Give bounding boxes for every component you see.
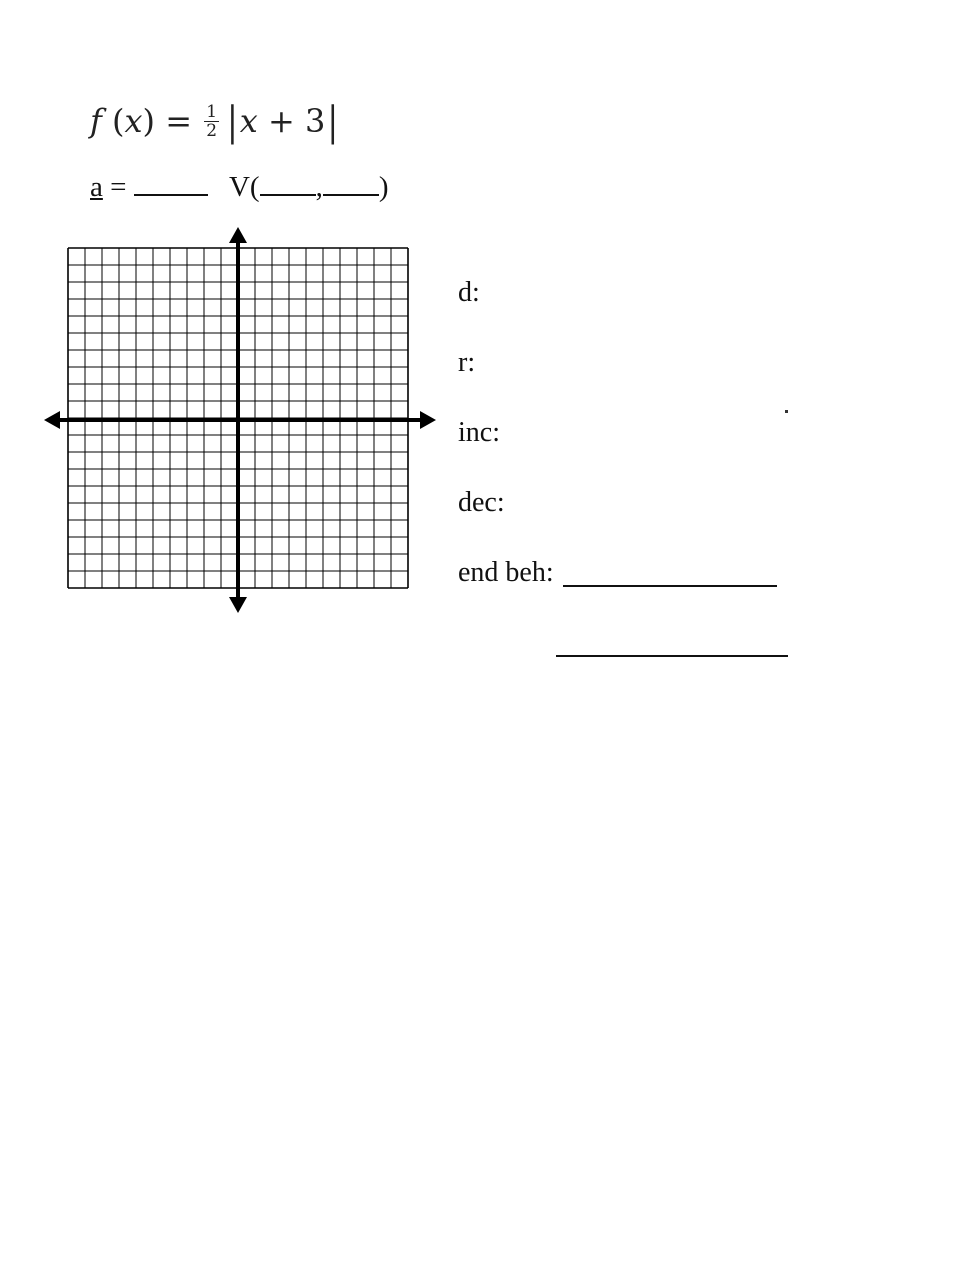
vertex-x-blank[interactable] bbox=[260, 170, 316, 196]
parameters-line bbox=[90, 168, 389, 206]
vertex-y-blank[interactable] bbox=[323, 170, 379, 196]
vertex-close-paren: ) bbox=[378, 171, 389, 203]
end-behavior-label: end beh: bbox=[458, 557, 554, 588]
stray-mark bbox=[785, 410, 788, 413]
function-equation bbox=[90, 96, 340, 146]
a-equals: = bbox=[102, 171, 134, 203]
arg-close-paren: ) bbox=[142, 102, 156, 140]
abs-open-bar: | bbox=[227, 97, 238, 145]
abs-close-bar: | bbox=[327, 97, 339, 145]
inner-variable: x bbox=[239, 102, 258, 140]
fraction-denominator: 2 bbox=[206, 121, 218, 141]
a-answer-blank[interactable] bbox=[134, 170, 208, 196]
equals-sign: = bbox=[165, 102, 193, 140]
y-axis-top-arrow bbox=[229, 227, 247, 243]
coordinate-grid[interactable] bbox=[40, 222, 440, 618]
arg-variable: x bbox=[124, 102, 143, 140]
vertex-label: V( bbox=[228, 171, 260, 203]
vertex-comma: , bbox=[315, 171, 323, 203]
a-label: a bbox=[90, 171, 103, 203]
x-axis-right-arrow bbox=[420, 411, 436, 429]
decreasing-label: dec: bbox=[458, 487, 505, 518]
x-axis-left-arrow bbox=[44, 411, 60, 429]
function-name: f bbox=[90, 102, 102, 140]
range-label: r: bbox=[458, 347, 476, 378]
fraction-numerator: 1 bbox=[206, 102, 218, 122]
end-behavior-blank-2[interactable] bbox=[556, 655, 788, 657]
y-axis-bottom-arrow bbox=[229, 597, 247, 613]
inner-constant: + 3 bbox=[257, 102, 326, 140]
fraction bbox=[204, 103, 219, 140]
end-behavior-blank-1[interactable] bbox=[563, 585, 777, 587]
arg-open-paren: ( bbox=[112, 102, 125, 140]
domain-label: d: bbox=[458, 277, 480, 308]
increasing-label: inc: bbox=[458, 417, 500, 448]
